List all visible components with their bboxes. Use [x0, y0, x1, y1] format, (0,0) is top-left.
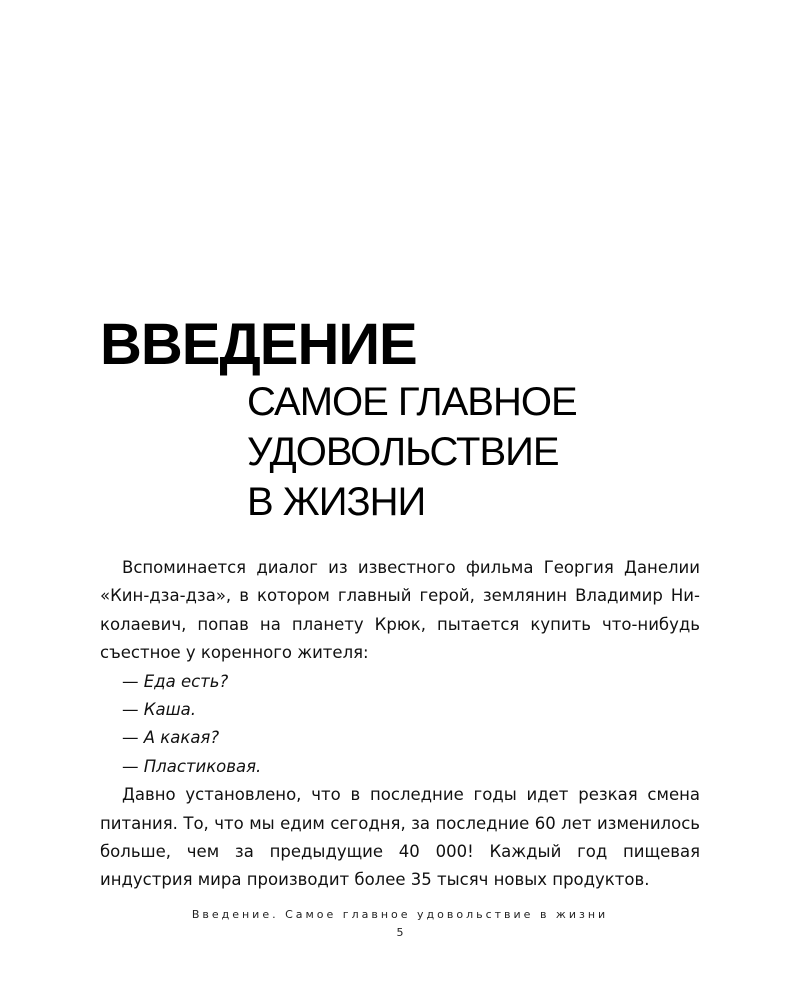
page-number: 5 — [396, 926, 404, 939]
dialog-line — [100, 696, 700, 724]
dialog-text: Еда есть? — [143, 671, 229, 691]
dialog-text: Каша. — [143, 700, 197, 720]
subtitle-line: УДОВОЛЬСТВИЕ — [247, 430, 559, 474]
dialog-line — [100, 668, 700, 696]
dialog-dash: — — [122, 671, 144, 691]
subtitle-line: САМОЕ ГЛАВНОЕ — [247, 380, 577, 424]
dialog-dash: — — [122, 728, 144, 748]
dialog-line — [100, 724, 700, 752]
dialog-text: Пластиковая. — [143, 756, 262, 776]
paragraph-intro: Вспоминается диалог из известного фильма Георгия Данелии «Кин-дза-дза», в котором главный герой, землянин Владимир Николаевич, попав на планету Крюк, пытается купить что-нибудь съестное у коренного жителя: — [100, 558, 700, 663]
dialog-dash: — — [122, 700, 144, 720]
chapter-subtitle — [247, 377, 577, 527]
dialog-text: А какая? — [143, 728, 220, 748]
chapter-title: ВВЕДЕНИЕ — [100, 312, 417, 377]
body-text — [100, 554, 700, 895]
dialog-dash: — — [122, 756, 144, 776]
running-footer: Введение. Самое главное удовольствие в жизни — [191, 908, 609, 921]
dialog-line — [100, 753, 700, 781]
paragraph-main: Давно установлено, что в последние годы идет резкая смена питания. То, что мы едим сегодня, за последние 60 лет изменилось больше, чем за предыдущие 40 000! Каждый год пищевая индустрия мира производит более 35 тысяч новых продуктов. — [100, 785, 700, 890]
subtitle-line: В ЖИЗНИ — [247, 480, 426, 524]
